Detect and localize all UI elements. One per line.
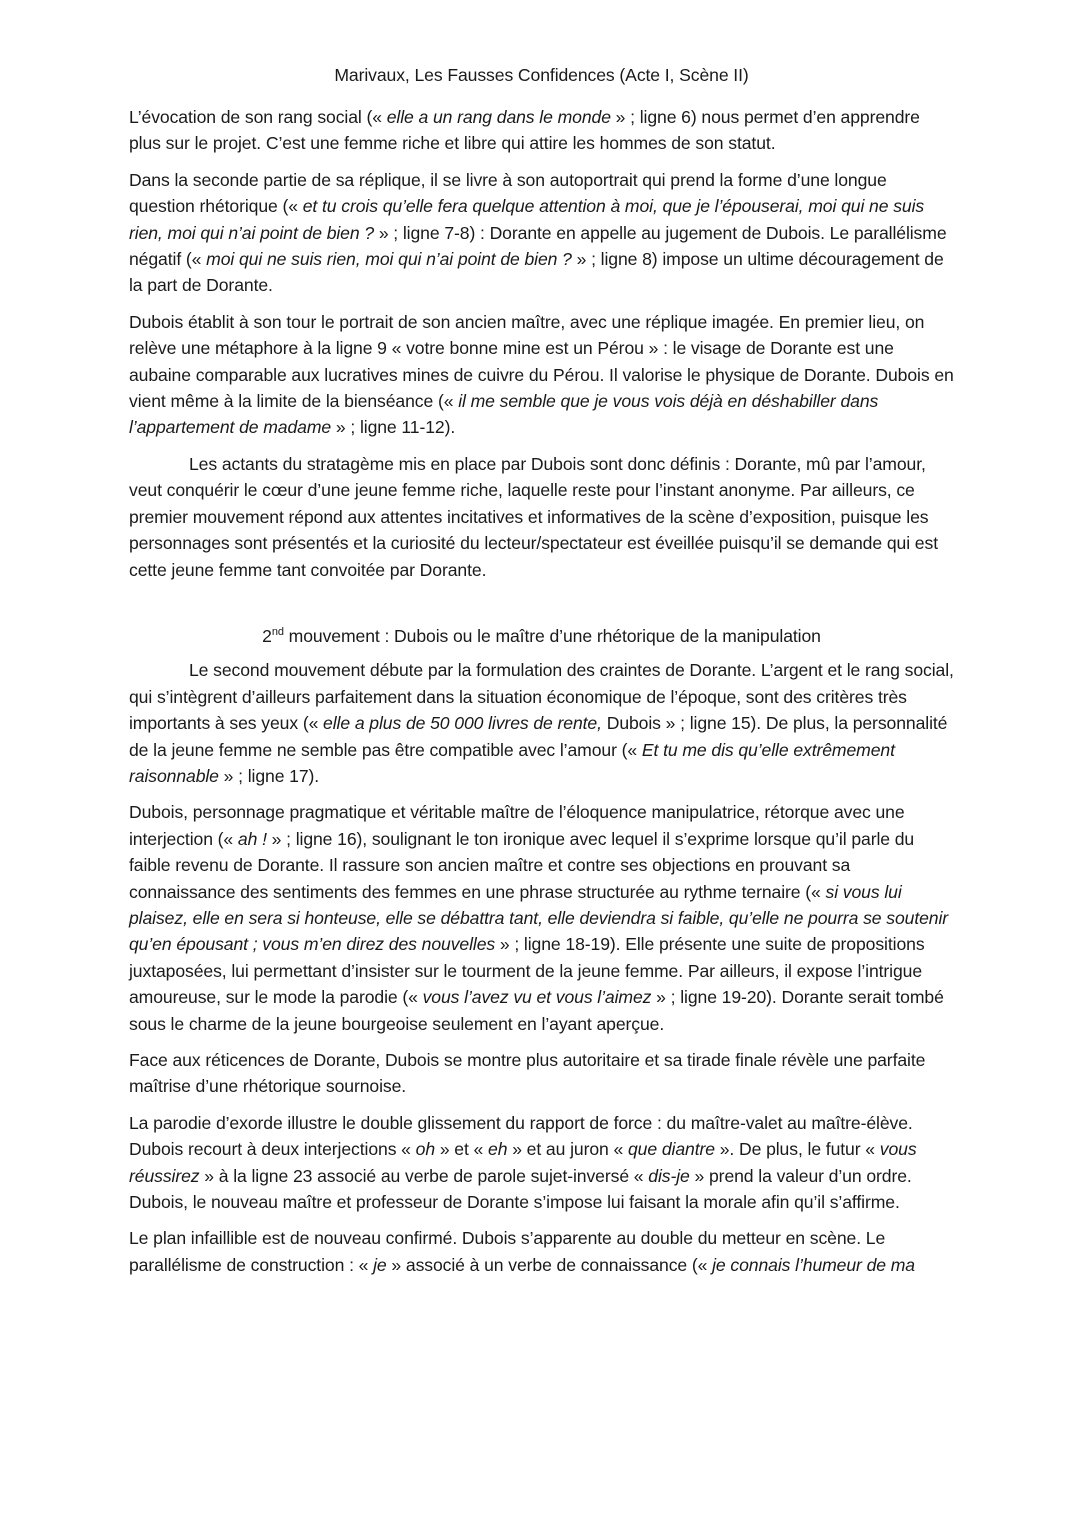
text-run: » ; ligne 7-8) : Dorante en appelle au jugement de Dubois. Le parallélisme négatif (« [129,222,947,270]
heading-text: mouvement : Dubois ou le maître d’une rhétorique de la manipulation [283,625,821,646]
quotation-italic: je [373,1254,387,1275]
quotation-italic: si vous lui plaisez, elle en sera si honteuse, elle se débattra tant, elle deviendra si faible, qu’elle ne pourra se soutenir qu’en épousant ; vous m’en direz des nouvelles [129,881,949,955]
paragraph [129,451,954,583]
text-run: Dubois, personnage pragmatique et véritable maître de l’éloquence manipulatrice, rétorque avec une interjection (« [129,802,905,849]
quotation-italic: il me semble que je vous vois déjà en déshabiller dans l’appartement de madame [129,391,879,438]
paragraph [129,799,954,1037]
text-run: » ; ligne 17). [218,765,320,786]
text-run: Le second mouvement débute par la formulation des craintes de Dorante. L’argent et le rang social, qui s’intègrent d’ailleurs parfaitement dans la situation économique de l’époque, sont des critères très importants à ses yeux (« [129,660,954,734]
text-run: » ; ligne 16), soulignant le ton ironique avec lequel il s’exprime lorsque qu’il parle du faible revenu de Dorante. Il rassure son ancien maître et contre ses objections en prouvant sa connaissance des sentiments des femmes en une phrase structurée au rythme ternaire (« [129,828,915,902]
quotation-italic: vous réussirez [129,1139,917,1186]
quotation-italic: eh [488,1139,508,1160]
text-run: La parodie d’exorde illustre le double glissement du rapport de force : du maître-valet au maître-élève. Dubois recourt à deux interjections « [129,1112,913,1160]
text-run: Dans la seconde partie de sa réplique, il se livre à son autoportrait qui prend la forme d’une longue question rhétorique (« [129,169,887,217]
paragraph [129,1225,954,1278]
quotation-italic: Et tu me dis qu’elle extrêmement raisonnable [129,739,895,786]
quotation-italic: ah ! [237,828,267,849]
paragraph [129,657,954,789]
paragraph [129,1047,954,1100]
text-run: Les actants du stratagème mis en place par Dubois sont donc définis : Dorante, mû par l’amour, veut conquérir le cœur d’une jeune femme riche, laquelle reste pour l’instant anonyme. Par ailleurs, ce premier mouvement répond aux attentes incitatives et informatives de la scène d’exposition, puisque les personnages sont présentés et la curiosité du lecteur/spectateur est éveillée puisqu’il se demande qui est cette jeune femme tant convoitée par Dorante. [129,453,938,580]
text-run: » associé à un verbe de connaissance (« [386,1254,713,1275]
quotation-italic: elle a plus de 50 000 livres de rente, [323,713,602,734]
section-heading [129,623,954,649]
text-run: » et au juron « [507,1139,628,1160]
text-run: » ; ligne 6) nous permet d’en apprendre plus sur le projet. C’est une femme riche et libre qui attire les hommes de son statut. [129,107,920,154]
text-run: » ; ligne 19-20). Dorante serait tombé sous le charme de la jeune bourgeoise seulement en l’ayant aperçue. [129,987,944,1034]
quotation-italic: moi qui ne suis rien, moi qui n’ai point de bien ? [206,249,572,270]
text-run: » prend la valeur d’un ordre. Dubois, le nouveau maître et professeur de Dorante s’impose lui faisant la morale afin qu’il s’affirme. [129,1165,912,1213]
text-run: Le plan infaillible est de nouveau confirmé. Dubois s’apparente au double du metteur en scène. Le parallélisme de construction : « [129,1228,886,1275]
text-run: » ; ligne 11-12). [331,417,456,438]
text-run: » ; ligne 8) impose un ultime découragement de la part de Dorante. [129,249,944,296]
text-run: » à la ligne 23 associé au verbe de parole sujet-inversé « [199,1165,649,1186]
paragraph [129,167,954,299]
quotation-italic: dis-je [648,1165,690,1186]
text-run: L’évocation de son rang social (« [129,107,387,127]
paragraph [129,309,954,441]
text-run: Face aux réticences de Dorante, Dubois se montre plus autoritaire et sa tirade finale révèle une parfaite maîtrise d’une rhétorique sournoise. [129,1050,926,1097]
quotation-italic: que diantre [627,1139,715,1160]
quotation-italic: elle a un rang dans le monde [386,107,611,127]
paragraph [129,104,954,157]
page-header: Marivaux, Les Fausses Confidences (Acte I, Scène II) [334,65,749,85]
quotation-italic: vous l’avez vu et vous l’aimez [422,987,652,1008]
quotation-italic: je connais l’humeur de ma [712,1254,915,1275]
quotation-italic: oh [415,1139,436,1160]
text-run: ». De plus, le futur « [714,1139,880,1160]
paragraph [129,1110,954,1216]
text-run: Dubois établit à son tour le portrait de son ancien maître, avec une réplique imagée. En premier lieu, on relève une métaphore à la ligne 9 « votre bonne mine est un Pérou » : le visage de Dorante est une aubaine comparable aux lucratives mines de cuivre du Pérou. Il valorise le physique de Dorante. Dubois en vient même à la limite de la bienséance (« [129,311,954,412]
text-run: » ; ligne 18-19). Elle présente une suite de propositions juxtaposées, lui permettant d’insister sur le tourment de la jeune femme. Par ailleurs, il expose l’intrigue amoureuse, sur le mode la parodie (« [129,934,925,1008]
heading-number: 2 [262,625,272,646]
first-movement-body [129,104,954,583]
heading-ordinal: nd [271,626,284,639]
text-run: Dubois » ; ligne 15). De plus, la personnalité de la jeune femme ne semble pas être compatible avec l’amour (« [129,713,948,760]
text-run: » et « [435,1139,489,1160]
second-movement-body [129,657,954,1278]
document-page [129,62,954,1288]
quotation-italic: et tu crois qu’elle fera quelque attention à moi, que je l’épouserai, moi qui ne suis rien, moi qui n’ai point de bien ? [129,196,925,243]
